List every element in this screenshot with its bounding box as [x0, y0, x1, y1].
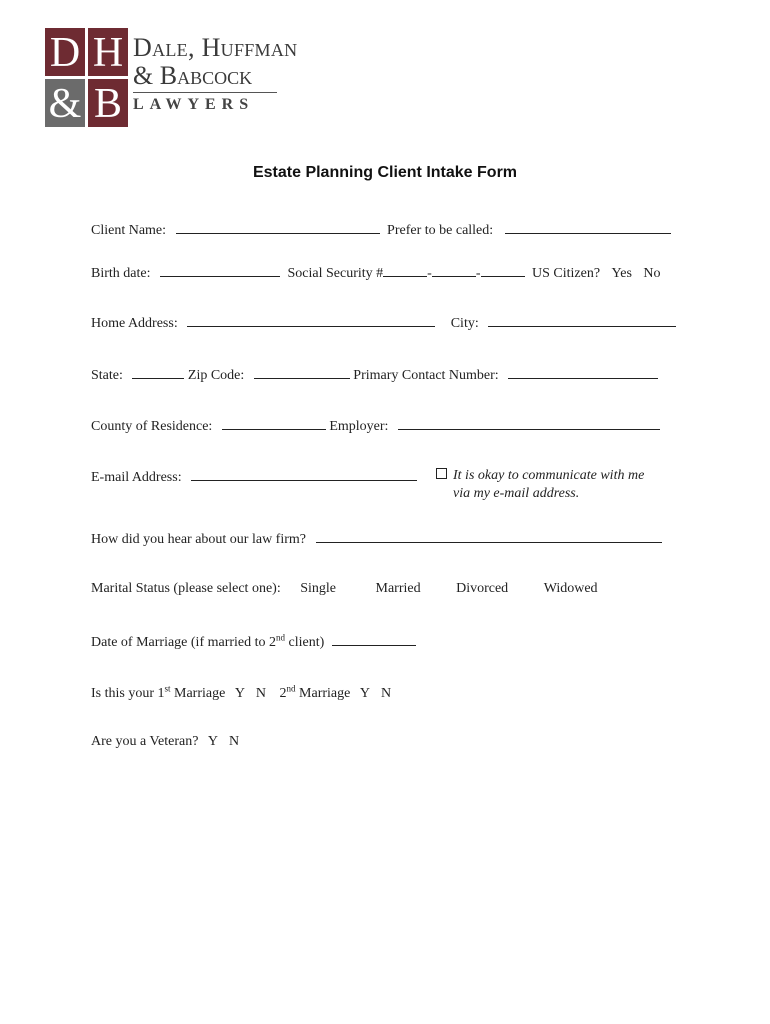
date-of-marriage-field[interactable]	[332, 633, 416, 646]
us-citizen-no[interactable]: No	[643, 266, 661, 281]
home-address-field[interactable]	[187, 314, 435, 327]
city-label: City:	[450, 316, 479, 331]
row-birth-date	[91, 264, 661, 282]
monogram-b: B	[88, 79, 128, 127]
date-of-marriage-text-end: client)	[285, 634, 325, 650]
home-address-label: Home Address:	[91, 316, 178, 331]
row-home-address	[91, 314, 676, 332]
row-marriage-number	[91, 683, 391, 702]
veteran-no[interactable]: N	[229, 734, 240, 749]
primary-contact-field[interactable]	[508, 366, 658, 379]
firm-name-line3: LAWYERS	[133, 96, 255, 113]
employer-field[interactable]	[398, 417, 660, 430]
us-citizen-label: US Citizen?	[532, 266, 601, 281]
first-marriage-text: Is this your 1	[91, 685, 165, 701]
us-citizen-yes[interactable]: Yes	[611, 266, 632, 281]
ssn-label: Social Security #	[287, 266, 384, 281]
row-veteran	[91, 734, 239, 750]
employer-label: Employer:	[329, 419, 389, 434]
second-marriage-yes[interactable]: Y	[359, 685, 370, 701]
ssn-field-1[interactable]	[383, 264, 427, 277]
marital-option-divorced[interactable]: Divorced	[456, 581, 509, 596]
ssn-field-3[interactable]	[481, 264, 525, 277]
veteran-label: Are you a Veteran?	[91, 734, 199, 749]
firm-name-divider	[133, 92, 277, 93]
firm-name-line1: Dale, Huffman	[133, 33, 298, 62]
email-label: E-mail Address:	[91, 470, 182, 485]
second-marriage-sup: nd	[286, 683, 296, 693]
birth-date-label: Birth date:	[91, 266, 151, 281]
email-consent-checkbox[interactable]	[436, 468, 447, 479]
zip-field[interactable]	[254, 366, 350, 379]
ssn-sep-1: -	[427, 266, 432, 281]
email-consent-line1: It is okay to communicate with me	[453, 468, 645, 483]
monogram-ampersand: &	[45, 79, 85, 127]
date-of-marriage-text: Date of Marriage (if married to 2	[91, 634, 277, 650]
form-title: Estate Planning Client Intake Form	[252, 164, 518, 181]
prefer-called-label: Prefer to be called:	[387, 223, 494, 238]
email-consent-continued	[453, 486, 579, 502]
marital-status-label: Marital Status (please select one):	[91, 581, 281, 596]
birth-date-field[interactable]	[160, 264, 280, 277]
firm-name	[133, 34, 333, 114]
row-hear-about	[91, 530, 662, 548]
ssn-field-2[interactable]	[432, 264, 476, 277]
monogram-d: D	[45, 28, 85, 76]
client-name-field[interactable]	[176, 221, 380, 234]
logo-monogram	[45, 28, 129, 128]
date-of-marriage-sup: nd	[276, 632, 286, 642]
client-name-label: Client Name:	[91, 223, 167, 238]
first-marriage-sup: st	[164, 683, 171, 693]
state-field[interactable]	[132, 366, 184, 379]
email-consent	[436, 468, 644, 484]
ssn-sep-2: -	[475, 266, 481, 281]
hear-about-field[interactable]	[316, 530, 662, 543]
second-marriage-no[interactable]: N	[380, 685, 392, 701]
row-date-of-marriage	[91, 632, 416, 651]
first-marriage-no[interactable]: N	[255, 685, 267, 701]
row-client-name	[91, 221, 671, 239]
row-county	[91, 417, 660, 435]
second-marriage-text-end: Marriage	[295, 685, 351, 701]
first-marriage-label	[91, 683, 226, 701]
marital-option-widowed[interactable]: Widowed	[543, 581, 598, 596]
prefer-called-field[interactable]	[505, 221, 671, 234]
firm-logo	[45, 28, 335, 128]
zip-label: Zip Code:	[187, 368, 245, 383]
marital-option-married[interactable]: Married	[375, 581, 421, 596]
row-email	[91, 468, 417, 486]
city-field[interactable]	[488, 314, 676, 327]
firm-name-line2: & Babcock	[133, 61, 253, 90]
county-label: County of Residence:	[91, 419, 213, 434]
primary-contact-label: Primary Contact Number:	[353, 368, 499, 383]
hear-about-label: How did you hear about our law firm?	[91, 532, 306, 547]
first-marriage-yes[interactable]: Y	[234, 685, 245, 701]
county-field[interactable]	[222, 417, 326, 430]
marital-option-single[interactable]: Single	[300, 581, 336, 596]
date-of-marriage-label	[91, 632, 325, 650]
second-marriage-text: 2	[279, 685, 287, 701]
row-state	[91, 366, 658, 384]
first-marriage-text-end: Marriage	[170, 685, 226, 701]
second-marriage-label	[279, 683, 351, 701]
row-marital-status	[91, 581, 598, 597]
monogram-h: H	[88, 28, 128, 76]
state-label: State:	[91, 368, 123, 383]
veteran-yes[interactable]: Y	[207, 734, 218, 749]
email-consent-line2: via my e-mail address.	[453, 486, 580, 501]
email-field[interactable]	[191, 468, 417, 481]
